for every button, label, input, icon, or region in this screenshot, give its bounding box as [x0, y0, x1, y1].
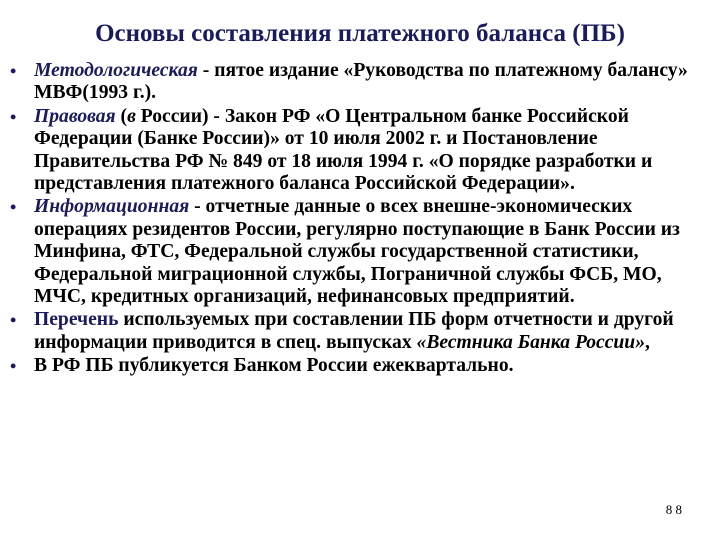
bullet-term: Правовая: [34, 105, 116, 127]
bullet-icon: •: [10, 61, 17, 81]
bullet-text: - пятое издание «Руководства по платежному балансу» МВФ(1993 г.).: [34, 60, 688, 104]
slide-title: Основы составления платежного баланса (ПБ): [95, 20, 625, 47]
bullet-publication: [10, 355, 700, 377]
bullet-term: Методологическая: [34, 60, 198, 81]
bullet-icon: •: [10, 310, 17, 331]
bullet-text: России) - Закон РФ «О Центральном банке Российской Федерации (Банке России)» от 10 июля 2002 г. и Постановление Правительства РФ № 849 от 18 июля 1994 г. «О порядке разработки и представления платежного баланса Российской Федерации».: [34, 105, 653, 195]
bullet-icon: •: [10, 356, 17, 377]
bullet-text: используемых при составлении ПБ форм отчетности и другой информации приводится в спец. выпусках: [34, 309, 674, 353]
bullet-icon: •: [10, 197, 17, 218]
bullet-text: - отчетные данные о всех внешне-экономических операциях резидентов России, регулярно поступающие в Банк России из Минфина, ФТС, Федеральной службы государственной статистики, Федеральной миграционной службы, Пограничной службы ФСБ, МО, МЧС, кредитных организаций, нефинансовых предприятий.: [34, 196, 680, 308]
bullet-term: Перечень: [34, 309, 119, 331]
bullet-text: ,: [645, 331, 650, 353]
bullet-text: В РФ ПБ публикуется Банком России ежеквартально.: [34, 355, 514, 377]
bullet-informational: [10, 196, 700, 308]
bullet-icon: •: [10, 106, 17, 127]
bullet-text: (: [115, 105, 128, 127]
bullet-term-secondary: в: [127, 105, 136, 127]
bullet-term: Информационная: [34, 196, 190, 218]
bullet-italic-source: «Вестника Банка России»: [416, 331, 645, 353]
bullet-list: [10, 60, 700, 379]
bullet-list-of-forms: [10, 309, 700, 354]
slide-number: 8 8: [665, 502, 682, 517]
bullet-legal: [10, 106, 700, 196]
bullet-methodological: [10, 60, 700, 105]
